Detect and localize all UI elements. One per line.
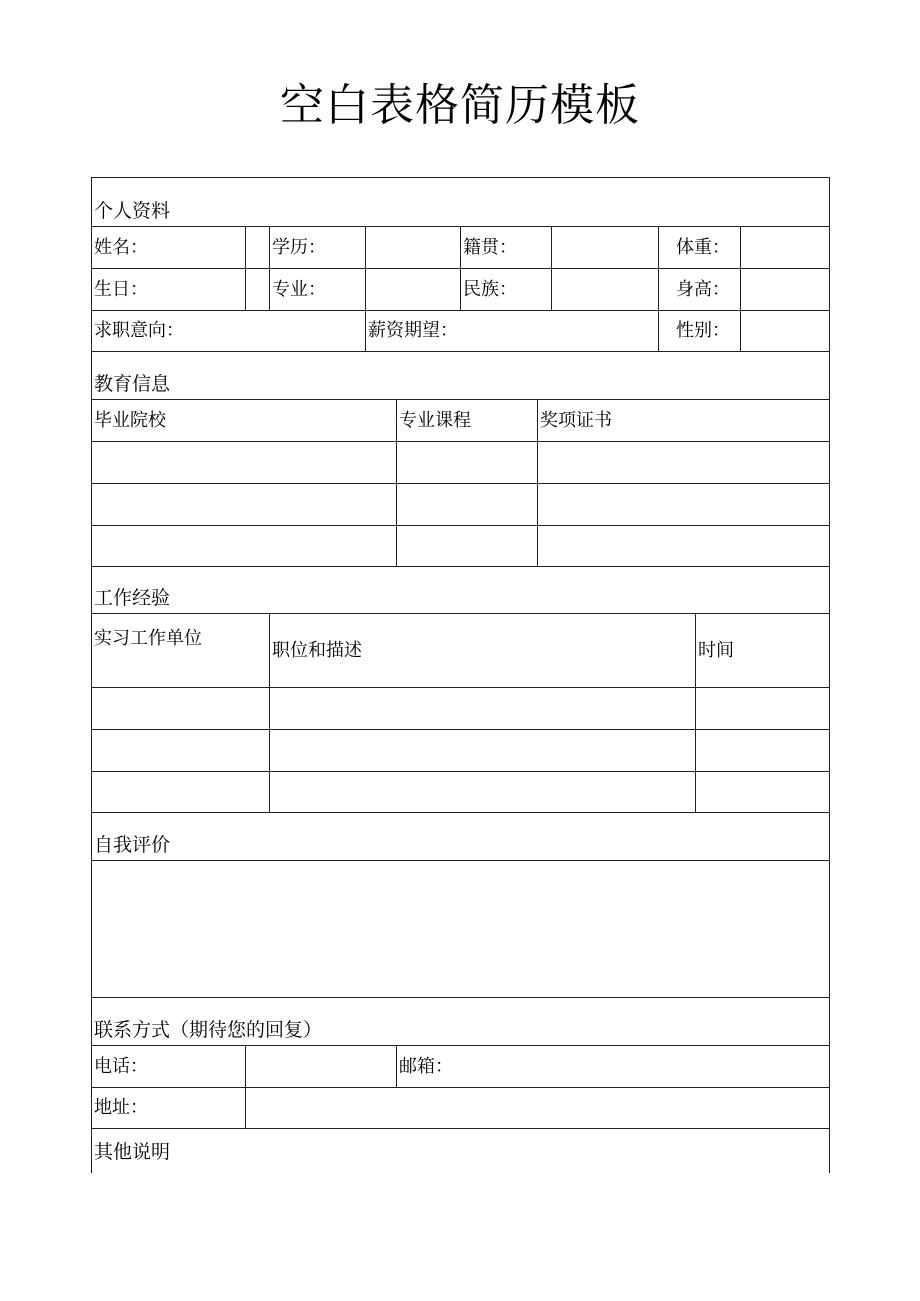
personal-row-2 [92,269,829,311]
table-row [92,484,829,526]
section-other [92,1129,829,1173]
phone-label: 电话： [92,1046,246,1087]
education-courses-cell[interactable] [397,442,538,483]
table-row [92,442,829,484]
education-header-awards: 奖项证书 [540,409,612,431]
work-position-cell[interactable] [270,772,696,812]
name-label: 姓名： [92,227,246,268]
work-position-cell[interactable] [270,730,696,771]
gender-label: 性别： [659,311,741,351]
education-courses-cell[interactable] [397,484,538,525]
contact-row-1 [92,1046,829,1088]
section-title-contact: 联系方式（期待您的回复） [94,1019,323,1041]
work-position-cell[interactable] [270,688,696,729]
table-row [92,772,829,813]
section-title-self-eval: 自我评价 [94,834,171,856]
email-label[interactable]: 邮箱： [399,1055,453,1077]
self-eval-textarea[interactable] [92,861,829,997]
birthday-label: 生日： [92,269,246,310]
work-time-cell[interactable] [696,688,829,729]
education-header-courses: 专业课程 [397,400,538,441]
work-header-row [92,614,829,688]
ethnicity-label: 民族： [461,269,552,310]
education-awards-cell[interactable] [538,526,829,566]
section-work [92,567,829,614]
name-value[interactable] [246,227,270,268]
birthday-value[interactable] [246,269,270,310]
section-title-work: 工作经验 [94,587,171,609]
address-value[interactable] [246,1088,829,1128]
table-row [92,730,829,772]
education-school-cell[interactable] [92,526,397,566]
contact-row-2 [92,1088,829,1129]
education-header-school: 毕业院校 [92,400,397,441]
native-place-value[interactable] [552,227,659,268]
section-title-other: 其他说明 [94,1141,171,1163]
work-header-time: 时间 [698,639,734,661]
work-time-cell[interactable] [696,772,829,812]
job-intention-label: 求职意向： [92,311,366,351]
resume-form-table [91,177,830,1173]
education-school-cell[interactable] [92,442,397,483]
work-company-cell[interactable] [92,688,270,729]
work-company-cell[interactable] [92,772,270,812]
salary-expectation-label: 薪资期望： [366,311,659,351]
personal-row-1 [92,227,829,269]
weight-label: 体重： [659,227,741,268]
section-title-personal: 个人资料 [94,200,171,222]
page-title: 空白表格简历模板 [280,80,640,131]
education-label: 学历： [270,227,366,268]
work-header-position: 职位和描述 [270,614,696,687]
table-row [92,526,829,567]
work-time-cell[interactable] [696,730,829,771]
education-school-cell[interactable] [92,484,397,525]
education-courses-cell[interactable] [397,526,538,566]
major-label: 专业： [270,269,366,310]
gender-value[interactable] [741,311,829,351]
education-header-row [92,400,829,442]
education-value[interactable] [366,227,461,268]
work-company-cell[interactable] [92,730,270,771]
section-education [92,352,829,400]
section-personal [92,178,829,227]
personal-row-3 [92,311,829,352]
education-awards-cell[interactable] [538,484,829,525]
table-row [92,688,829,730]
education-awards-cell[interactable] [538,442,829,483]
weight-value[interactable] [741,227,829,268]
address-label: 地址： [92,1088,246,1128]
section-contact [92,998,829,1046]
height-label: 身高： [659,269,741,310]
height-value[interactable] [741,269,829,310]
ethnicity-value[interactable] [552,269,659,310]
phone-value[interactable] [246,1046,397,1087]
work-header-company: 实习工作单位 [92,614,270,687]
native-place-label: 籍贯： [461,227,552,268]
self-eval-area [92,861,829,998]
section-self-eval [92,813,829,861]
major-value[interactable] [366,269,461,310]
section-title-education: 教育信息 [94,373,171,395]
